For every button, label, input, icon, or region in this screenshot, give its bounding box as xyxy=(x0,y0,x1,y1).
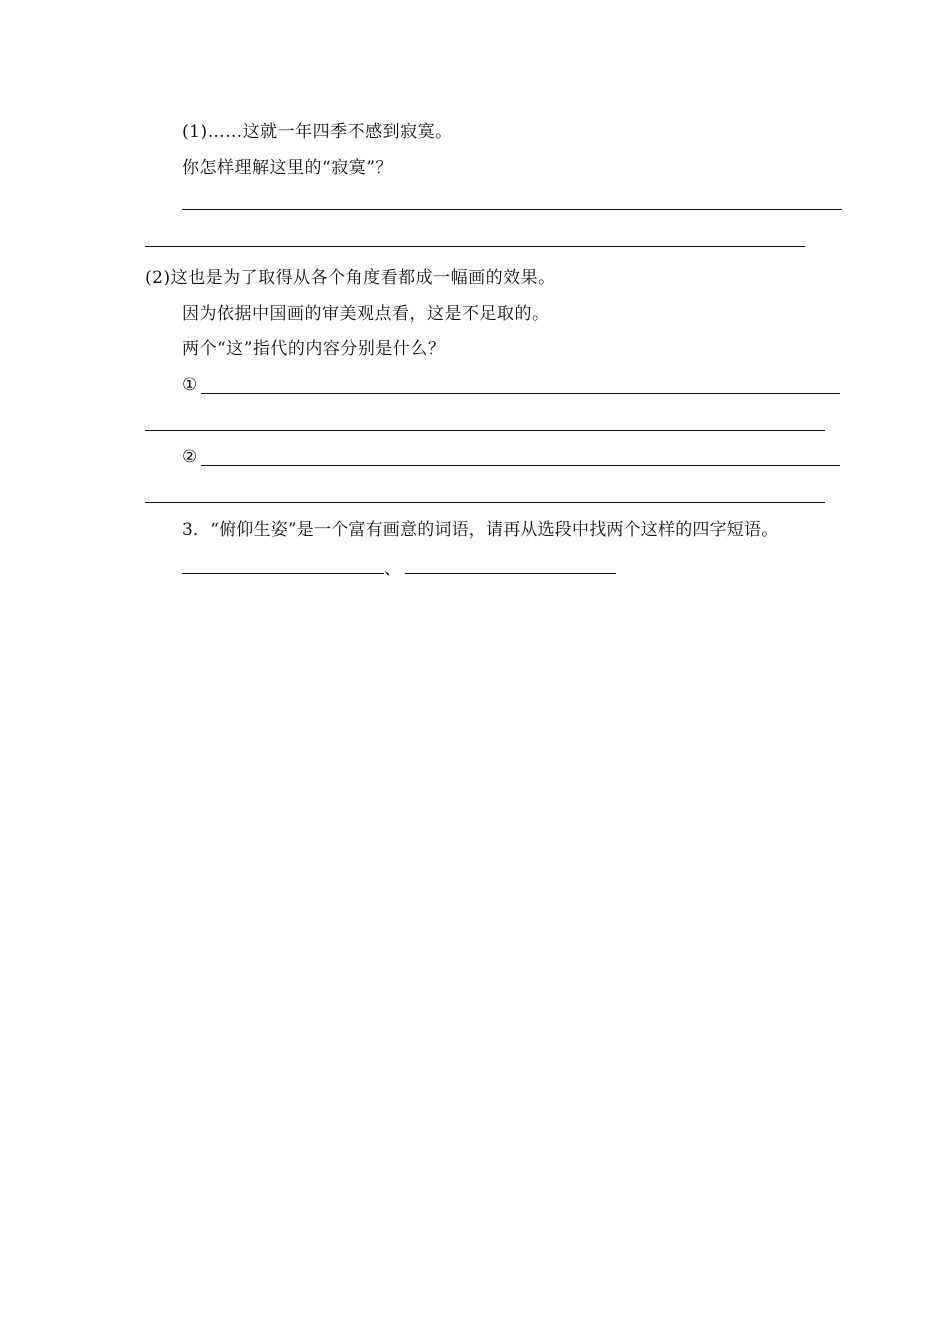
q1-prompt: (1)……这就一年四季不感到寂寞。 xyxy=(182,122,453,142)
q2-answer-marker-1: ① xyxy=(182,375,198,395)
q1-answer-line-2[interactable] xyxy=(145,246,805,247)
q3-question: 3．“俯仰生姿”是一个富有画意的词语，请再从选段中找两个这样的四字短语。 xyxy=(182,520,779,540)
q2-question: 两个“这”指代的内容分别是什么？ xyxy=(182,339,446,359)
q2-answer-2-line-2[interactable] xyxy=(145,502,825,503)
q2-sentence-2: 因为依据中国画的审美观点看，这是不足取的。 xyxy=(182,304,550,324)
q2-answer-1-line-1[interactable] xyxy=(201,393,840,394)
q2-answer-1-line-2[interactable] xyxy=(145,430,825,431)
q3-answer-line-1[interactable] xyxy=(182,573,384,574)
q3-separator: 、 xyxy=(384,559,402,579)
q2-sentence-1: (2)这也是为了取得从各个角度看都成一幅画的效果。 xyxy=(145,268,556,288)
q1-question: 你怎样理解这里的“寂寞”？ xyxy=(182,158,393,178)
q1-answer-line-1[interactable] xyxy=(182,209,842,210)
q3-answer-line-2[interactable] xyxy=(405,573,616,574)
q2-answer-2-line-1[interactable] xyxy=(201,465,840,466)
q2-answer-marker-2: ② xyxy=(182,447,198,467)
